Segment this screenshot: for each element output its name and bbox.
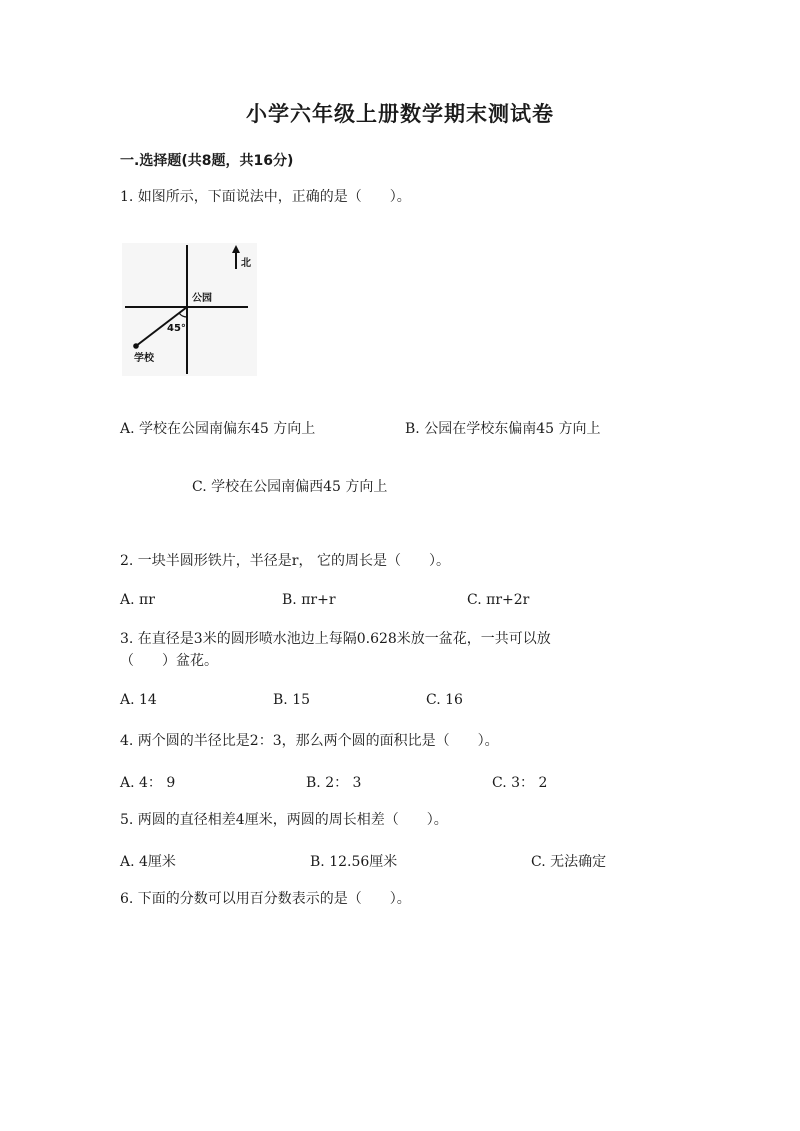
question-6-stem: 6. 下面的分数可以用百分数表示的是（ ）。: [120, 891, 411, 907]
question-5-option-a: A. 4厘米: [120, 854, 176, 870]
question-1-option-b: B. 公园在学校东偏南45 方向上: [405, 421, 601, 437]
angle-arc: [179, 313, 187, 317]
question-3-option-b: B. 15: [273, 692, 311, 708]
question-2-option-a: A. πr: [120, 592, 155, 608]
question-2-stem: 2. 一块半圆形铁片，半径是r， 它的周长是（ ）。: [120, 553, 450, 569]
question-3-stem-line1: 3. 在直径是3米的圆形喷水池边上每隔0.628米放一盆花，一共可以放: [120, 631, 551, 647]
park-label: 公园: [192, 293, 212, 304]
direction-figure: [122, 243, 257, 376]
question-5-option-c: C. 无法确定: [531, 854, 607, 870]
question-5-option-b: B. 12.56厘米: [310, 854, 398, 870]
question-3-stem-line2: （ ）盆花。: [120, 653, 218, 669]
question-4-stem: 4. 两个圆的半径比是2：3，那么两个圆的面积比是（ ）。: [120, 733, 499, 749]
angle-label: 45°: [167, 323, 186, 334]
question-2-option-c: C. πr+2r: [467, 592, 530, 608]
school-point: [133, 343, 139, 349]
question-3-option-a: A. 14: [120, 692, 157, 708]
question-5-stem: 5. 两圆的直径相差4厘米，两圆的周长相差（ ）。: [120, 812, 448, 828]
question-1-option-c: C. 学校在公园南偏西45 方向上: [192, 479, 388, 495]
question-4-option-a: A. 4： 9: [120, 775, 176, 791]
section-title: 一.选择题(共8题，共16分): [120, 153, 294, 169]
question-1-option-a: A. 学校在公园南偏东45 方向上: [120, 421, 316, 437]
north-arrow-head-icon: [232, 245, 240, 253]
question-1-stem: 1. 如图所示，下面说法中，正确的是（ ）。: [120, 189, 411, 205]
page-title: 小学六年级上册数学期末测试卷: [246, 102, 554, 126]
question-2-option-b: B. πr+r: [282, 592, 336, 608]
north-label: 北: [241, 258, 251, 269]
question-4-option-b: B. 2： 3: [306, 775, 362, 791]
school-label: 学校: [134, 353, 154, 364]
question-4-option-c: C. 3： 2: [492, 775, 548, 791]
question-3-option-c: C. 16: [426, 692, 463, 708]
